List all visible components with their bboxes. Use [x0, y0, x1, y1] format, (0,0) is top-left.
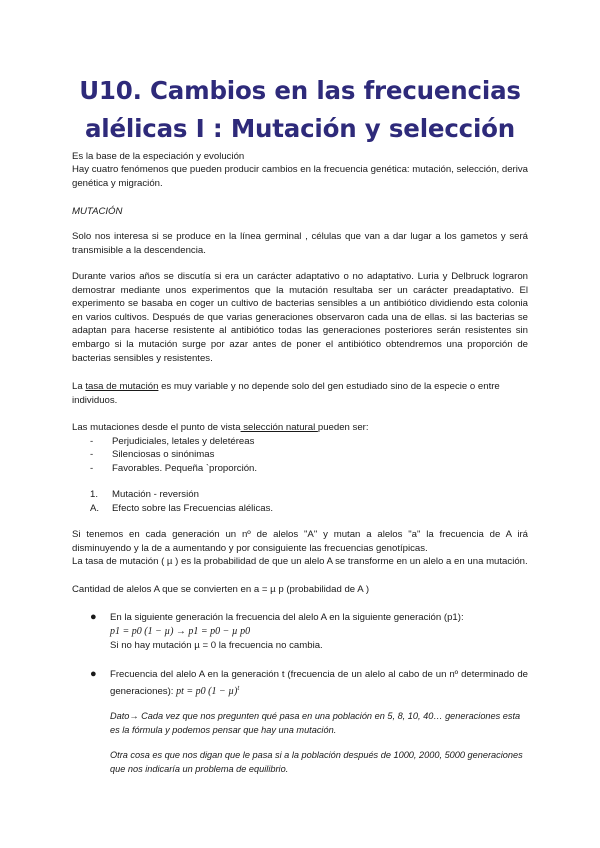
numbered-item-1 [90, 488, 199, 502]
page-title-line-1: U10. Cambios en las frecuencias [79, 76, 521, 105]
numbered-item-a [90, 502, 273, 516]
list-item-text: Favorables. Pequeña `proporción. [112, 463, 258, 474]
formula-p1-text: p1 = p0 (1 − µ) → p1 = p0 − µ p0 [110, 626, 251, 637]
bullet-1-note: Si no hay mutación µ = 0 la frecuencia no cambia. [110, 640, 323, 651]
paragraph-seleccion-prefix: Las mutaciones desde el punto de vista [72, 422, 241, 433]
paragraph-cantidad-alelos: Cantidad de alelos A que se convierten en a = µ p (probabilidad de A ) [72, 584, 370, 595]
note-equilibrio: Otra cosa es que nos digan que le pasa si a la población después de 1000, 2000, 5000 generaciones que nos indicaría un problema de equilibrio. [110, 750, 523, 774]
formula-p1 [110, 625, 528, 639]
formula-pt: pt = p0 (1 − µ) [176, 685, 238, 697]
letter-marker: A. [90, 503, 100, 514]
list-item [90, 435, 254, 449]
bullet-icon: ● [90, 611, 97, 623]
paragraph-seleccion-natural [72, 421, 528, 435]
bullet-2-text-body: Frecuencia del alelo A en la generación t (frecuencia de un alelo al cabo de un nº determinado de generaciones): [110, 669, 528, 697]
list-item [90, 448, 214, 462]
numbered-item-text: Efecto sobre las Frecuencias alélicas. [112, 503, 274, 514]
intro-line-2: Hay cuatro fenómenos que pueden producir cambios en la frecuencia genética: mutación, selección, deriva genética y migración. [72, 164, 528, 189]
bullet-2-text [110, 668, 528, 698]
paragraph-germinal: Solo nos interesa si se produce en la línea germinal , células que van a dar lugar a los gametos y será transmisible a la descendencia. [72, 231, 528, 256]
bullet-icon: ● [90, 668, 97, 680]
paragraph-seleccion-suffix: pueden ser: [317, 422, 369, 433]
number-marker: 1. [90, 489, 99, 500]
bullet-1-text: En la siguiente generación la frecuencia del alelo A en la siguiente generación (p1): [110, 612, 464, 623]
list-item-text: Perjudiciales, letales y deletéreas [112, 436, 255, 447]
page-title-line-2: alélicas I : Mutación y selección [84, 114, 516, 143]
section-heading-mutacion: MUTACIÓN [72, 206, 123, 217]
paragraph-tasa-suffix: es muy variable y no depende solo del gen estudiado sino de la especie o entre individuos. [72, 381, 500, 406]
dash-marker: - [90, 436, 94, 447]
numbered-item-text: Mutación - reversión [112, 489, 199, 500]
note-dato: Dato→ Cada vez que nos pregunten qué pasa en una población en 5, 8, 10, 40… generaciones esta es la fórmula y podemos pensar que hay una mutación. [110, 711, 521, 735]
paragraph-tasa-definicion: La tasa de mutación ( µ ) es la probabilidad de que un alelo A se transforme en un alelo a en una mutación. [72, 556, 528, 567]
paragraph-luria-delbruck: Durante varios años se discutía si era un carácter adaptativo o no adaptativo. Luria y Delbruck lograron demostrar mediante unos experimentos que la mutación resultaba ser un carácter preadaptativo. El experimento se basaba en coger un cultivo de bacterias sensibles a un antibiótico dividiendo esta colonia en varios cultivos. Después de que varias generaciones observaron cada una de ellas. si las bacterias se adaptan para hacerse resistente al antibiótico todas las generaciones posteriores serán resistentes sin embargo si la mutación surge por azar antes de poner el antibiótico obtendremos una proporción de bacterias sensibles y resistentes. [72, 271, 528, 364]
intro-line-1: Es la base de la especiación y evolución [72, 151, 245, 162]
list-item [90, 462, 257, 476]
dash-marker: - [90, 463, 94, 474]
paragraph-frecuencia-a: Si tenemos en cada generación un nº de alelos "A" y mutan a alelos "a" la frecuencia de A irá disminuyendo y la de a aumentando y por consiguiente las frecuencias genotípicas. [72, 529, 528, 554]
seleccion-natural-term: selección natural [240, 422, 318, 433]
dash-marker: - [90, 449, 94, 460]
tasa-de-mutacion-term: tasa de mutación [85, 381, 159, 392]
paragraph-tasa-prefix: La [72, 381, 86, 392]
list-item-text: Silenciosas o sinónimas [112, 449, 215, 460]
paragraph-tasa-mutacion [72, 380, 528, 407]
formula-pt-exponent: t [237, 683, 240, 692]
